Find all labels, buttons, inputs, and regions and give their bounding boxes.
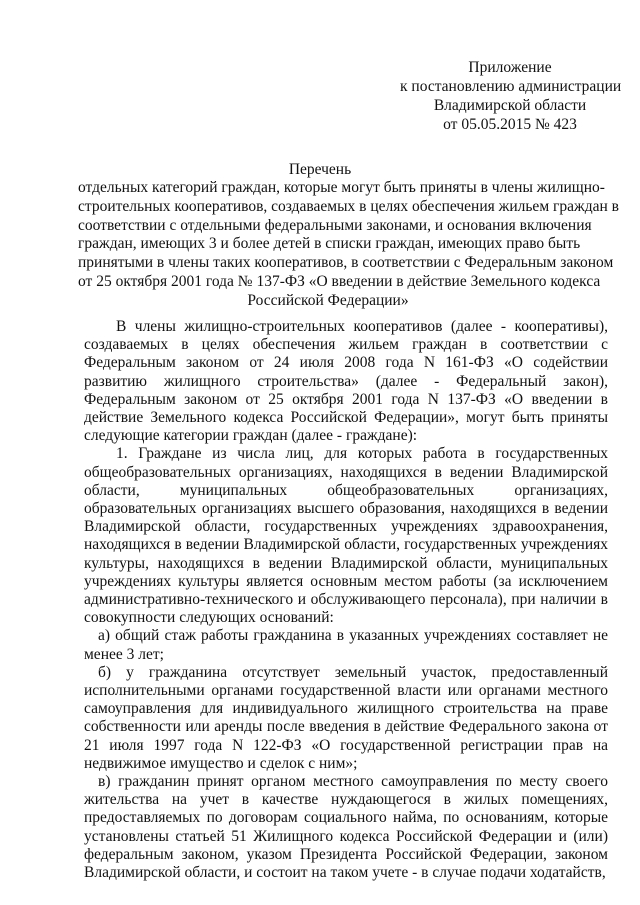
heading-line: Российской Федерации» xyxy=(247,291,409,309)
item-b-paragraph: б) у гражданина отсутствует земельный участок, предоставленный исполнительными органами государственной власти или органами местного самоуправления для индивидуального жилищного строительства на праве собственности или аренды после введения в действие Федерального закона от 21 июля 1997 года N 122-ФЗ «О государственной регистрации прав на недвижимое имущество и сделок с ним»; xyxy=(84,663,608,772)
appendix-block xyxy=(400,58,620,134)
heading-line: от 25 октября 2001 года № 137-ФЗ «О введении в действие Земельного кодекса xyxy=(78,272,601,290)
heading-line: принятыми в члены таких кооперативов, в соответствии с Федеральным законом xyxy=(78,254,614,272)
intro-paragraph: В члены жилищно-строительных кооперативов (далее - кооперативы), создаваемых в целях обеспечения жильем граждан в соответствии с Федеральным законом от 24 июля 2008 года N 161-ФЗ «О содействии развитию жилищного строительства» (далее - Федеральный закон), Федеральным законом от 25 октября 2001 года N 137-ФЗ «О введении в действие Земельного кодекса Российской Федерации», могут быть приняты следующие категории граждан (далее - граждане): xyxy=(84,318,608,445)
document-title: Перечень xyxy=(288,161,352,178)
appendix-date-number: от 05.05.2015 № 423 xyxy=(443,116,577,133)
appendix-label: Приложение xyxy=(468,59,552,76)
document-heading xyxy=(78,179,619,311)
heading-line: граждан, имеющих 3 и более детей в списки граждан, имеющих право быть xyxy=(78,235,581,253)
heading-line: отдельных категорий граждан, которые могут быть приняты в члены жилищно- xyxy=(78,179,605,196)
item-1-paragraph: 1. Граждане из числа лиц, для которых работа в государственных общеобразовательных организациях, находящихся в ведении Владимирской области, муниципальных общеобразовательных организациях, образовательных организациях высшего образования, находящихся в ведении Владимирской области, государственных учреждениях здравоохранения, находящихся в ведении Владимирской области, государственных учреждениях культуры, находящихся в ведении Владимирской области, муниципальных учреждениях культуры является основным местом работы (за исключением административно-технического и обслуживающего персонала), при наличии в совокупности следующих оснований: xyxy=(84,445,608,627)
item-a-paragraph: а) общий стаж работы гражданина в указанных учреждениях составляет не менее 3 лет; xyxy=(84,627,608,663)
heading-line: соответствии с отдельными федеральными законами, и основания включения xyxy=(78,216,592,234)
heading-line: строительных кооперативов, создаваемых в целях обеспечения жильем граждан в xyxy=(78,197,619,215)
appendix-resolution: к постановлению администрации xyxy=(400,78,622,95)
appendix-region: Владимирской области xyxy=(433,97,587,114)
document-body xyxy=(84,318,608,882)
item-v-paragraph: в) гражданин принят органом местного самоуправления по месту своего жительства на учет в качестве нуждающегося в жилых помещениях, предоставляемых по договорам социального найма, по основаниям, которые установлены статьей 51 Жилищного кодекса Российской Федерации и (или) федеральным законом, указом Президента Российской Федерации, законом Владимирской области, и состоит на таком учете - в случае подачи ходатайств, xyxy=(84,773,608,882)
